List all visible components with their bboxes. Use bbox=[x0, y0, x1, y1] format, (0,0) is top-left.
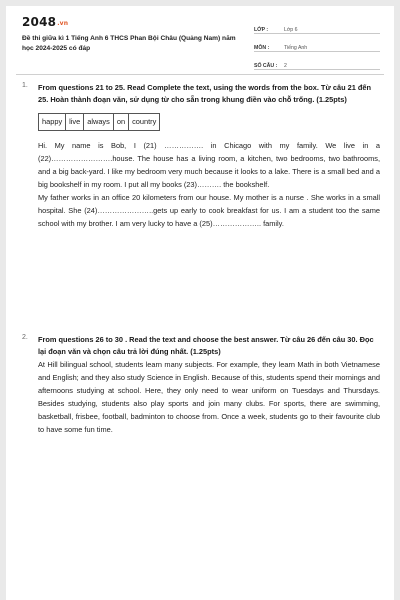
document-header bbox=[6, 6, 394, 72]
header-divider bbox=[16, 74, 384, 75]
meta-key: MÔN : bbox=[254, 45, 270, 51]
document-page bbox=[6, 6, 394, 600]
question-body bbox=[38, 334, 380, 436]
word-box-item: country bbox=[132, 117, 157, 126]
question-body bbox=[38, 82, 380, 230]
passage-paragraph: My father works in an office 20 kilometers from our house. My mother is a nurse . She works in a small hospital. She (24)…………………..gets up early to cook breakfast for us. I am a student too the same school with my brother. I am very lucky to have a (25)……………….. family. bbox=[38, 193, 380, 228]
passage-paragraph: At Hill bilingual school, students learn many subjects. For example, they learn Math in both Vietnamese and English; and they also study Science in English. Because of this, students spend their mornings and afternoons studying at school. Here, they only need to wear uniform on Tuesdays and Thursdays. Besides studying, students also play sports and join many clubs. For sports, there are swimming, basketball, frisbee, football, badminton to choose from. Once a week, students go to their favourite club to have some fun time. bbox=[38, 360, 380, 434]
question-instruction: From questions 26 to 30 . Read the text and choose the best answer. Từ câu 26 đến câu 30. Đọc lại đoạn văn và chọn câu trả lời đúng nhất. (1.25pts) bbox=[38, 335, 374, 356]
logo-main-text: 2048 bbox=[22, 15, 57, 29]
word-box-item: happy bbox=[39, 114, 66, 130]
logo-suffix-text: .vn bbox=[57, 20, 69, 27]
word-box-item: live bbox=[66, 114, 84, 130]
exam-meta bbox=[254, 20, 380, 74]
site-logo[interactable] bbox=[22, 15, 68, 29]
word-box-item: on bbox=[114, 114, 129, 130]
meta-key: LỚP : bbox=[254, 27, 269, 33]
exam-title: Đề thi giữa kì 1 Tiếng Anh 6 THCS Phan Bội Châu (Quảng Nam) năm học 2024-2025 có đáp bbox=[22, 35, 236, 52]
passage-paragraph: Hi. My name is Bob, I (21) ……………. in Chicago with my family. We live in a (22)…………………….house. The house has a living room, a kitchen, two bedrooms, two bathrooms, and a big back-yard. I like my bedroom very much because it looks to a lake. There is a small bed and a big bookshelf in my room. I put all my books (23)………. the bookshelf. bbox=[38, 141, 380, 189]
meta-value: Tiếng Anh bbox=[284, 45, 308, 51]
meta-row-subject bbox=[254, 38, 380, 52]
question-instruction: From questions 21 to 25. Read Complete the text, using the words from the box. Từ câu 21 đến 25. Hoàn thành đoạn văn, sử dụng từ cho sẵn trong khung điền vào chỗ trống. (1.25pts) bbox=[38, 83, 372, 104]
question-number: 1. bbox=[22, 82, 28, 89]
meta-key: SỐ CÂU : bbox=[254, 63, 278, 69]
meta-row-question-count bbox=[254, 56, 380, 70]
word-box-item: always bbox=[84, 114, 114, 130]
question-number: 2. bbox=[22, 334, 28, 341]
meta-value: Lớp 6 bbox=[284, 27, 298, 33]
meta-value: 2 bbox=[284, 63, 287, 69]
word-box bbox=[38, 113, 160, 131]
meta-row-class bbox=[254, 20, 380, 34]
